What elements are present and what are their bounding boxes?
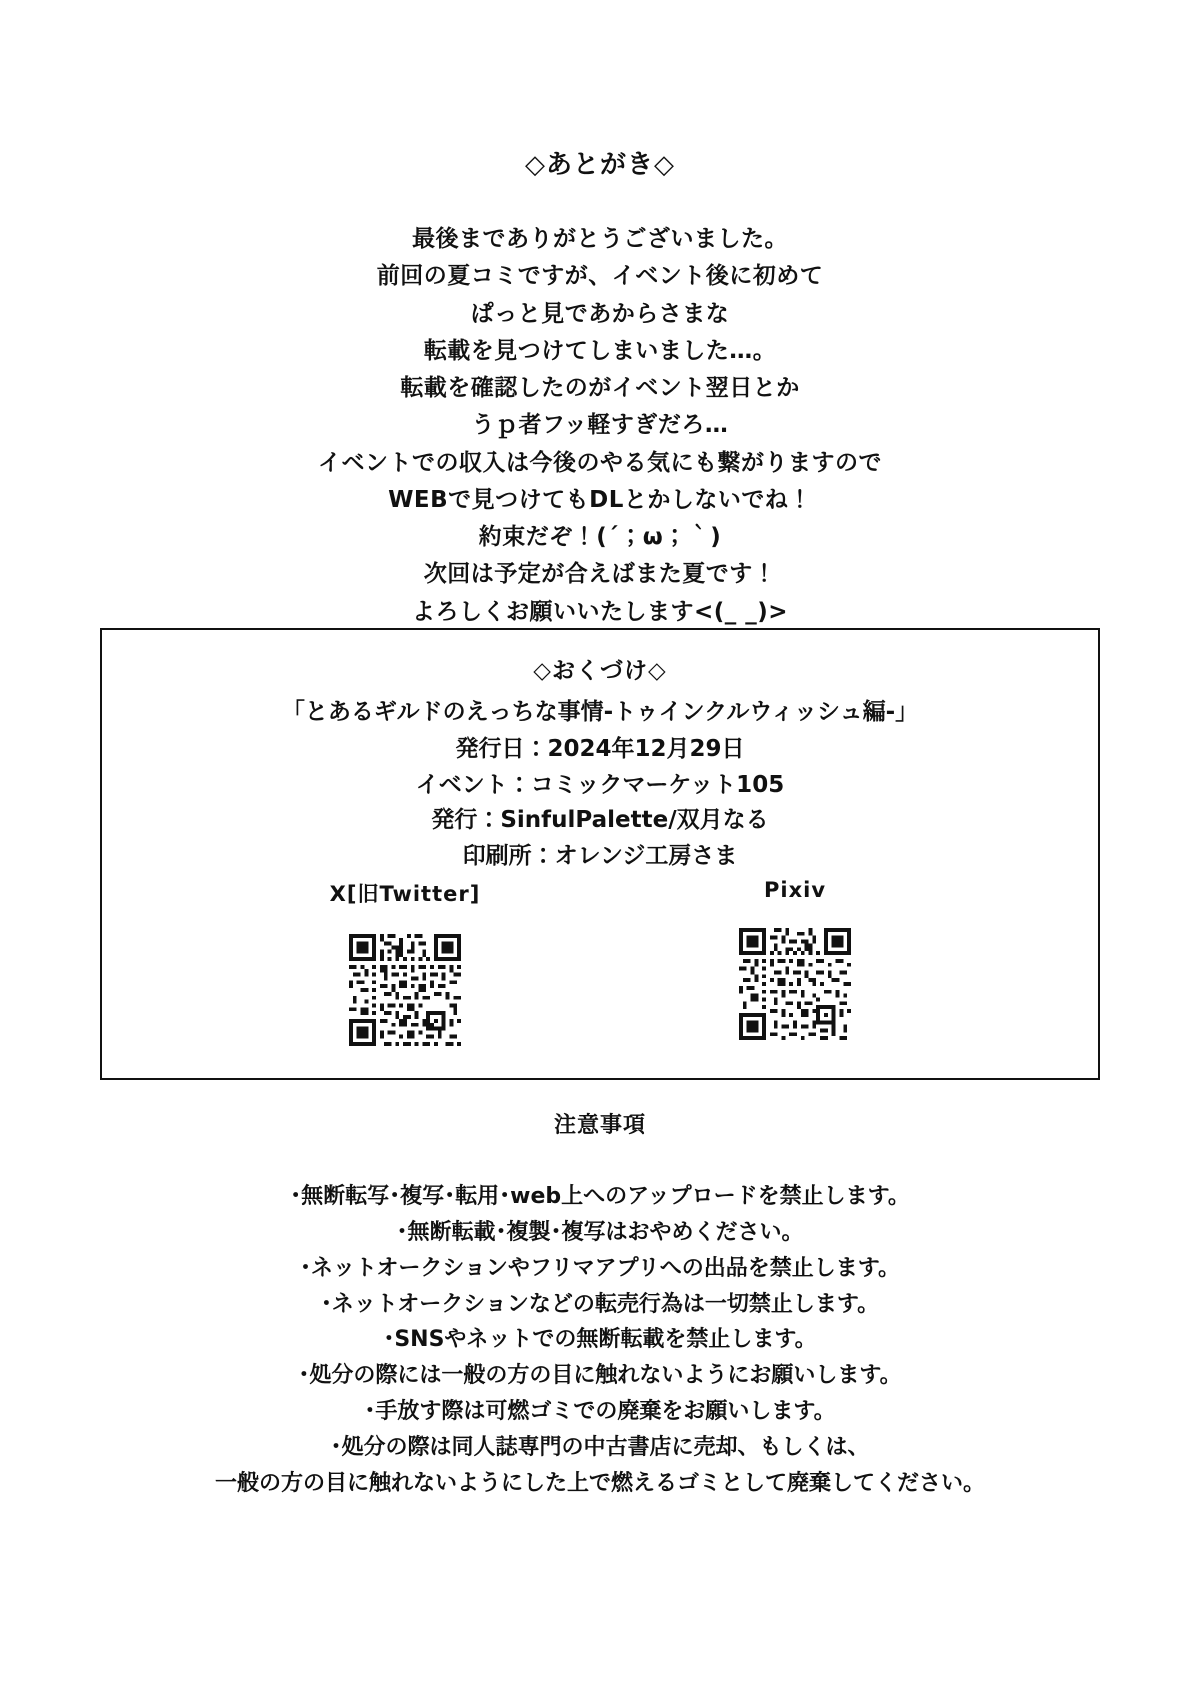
colophon-meta [102, 732, 1098, 875]
afterword-line: 次回は予定が合えばまた夏です！ [423, 561, 777, 588]
notices-section [0, 1108, 1200, 1502]
notices-title: 注意事項 [553, 1113, 646, 1138]
afterword-line: イベントでの収入は今後のやる気にも繋がりますので [318, 449, 882, 476]
notice-line: 一般の方の目に触れないようにした上で燃えるゴミとして廃棄してください。 [214, 1470, 985, 1496]
afterword-title: ◇あとがき◇ [525, 150, 675, 180]
social-link-x[interactable] [295, 878, 515, 1046]
social-links [102, 878, 1098, 1046]
qr-code-icon[interactable] [349, 934, 461, 1046]
afterword-line: うｐ者フッ軽すぎだろ… [471, 412, 729, 439]
afterword-line: ぱっと見であからさまな [470, 300, 730, 327]
notice-line: ･ネットオークションなどの転売行為は一切禁止します。 [320, 1291, 880, 1317]
colophon-printer: 印刷所：オレンジ工房さま [462, 842, 738, 869]
notice-line: ･ネットオークションやフリマアプリへの出品を禁止します。 [300, 1255, 900, 1281]
colophon-box [100, 628, 1100, 1080]
colophon-publish-date: 発行日：2024年12月29日 [455, 736, 745, 762]
notices-body [0, 1179, 1200, 1502]
social-link-x-label: X[旧Twitter] [329, 882, 481, 906]
colophon-work-title: 「とあるギルドのえっちな事情-トゥインクルウィッシュ編-」 [281, 699, 919, 725]
afterword-line: よろしくお願いいたします<(_ _)> [411, 598, 789, 625]
notice-line: ･無断転写･複写･転用･web上へのアップロードを禁止します。 [290, 1184, 910, 1209]
colophon-publisher: 発行：SinfulPalette/双月なる [431, 807, 769, 834]
afterword-line: 前回の夏コミですが、イベント後に初めて [376, 263, 824, 290]
afterword-line: WEBで見つけてもDLとかしないでね！ [388, 486, 812, 513]
notice-line: ･処分の際は同人誌専門の中古書店に売却、もしくは、 [330, 1435, 870, 1461]
afterword-line: 約束だぞ！(´；ω；｀) [478, 524, 722, 551]
notice-line: ･処分の際には一般の方の目に触れないようにお願いします。 [298, 1363, 902, 1389]
afterword-line: 転載を見つけてしまいました…。 [423, 337, 777, 364]
notice-line: ･無断転載･複製･複写はおやめください。 [396, 1219, 804, 1245]
notice-line: ･SNSやネットでの無断転載を禁止します。 [383, 1327, 817, 1353]
social-link-pixiv[interactable] [685, 878, 905, 1046]
afterword-line: 最後までありがとうございました。 [412, 226, 788, 253]
afterword-body [0, 221, 1200, 631]
notice-line: ･手放す際は可燃ゴミでの廃棄をお願いします。 [364, 1399, 836, 1425]
afterword-line: 転載を確認したのがイベント翌日とか [400, 375, 800, 402]
colophon-event: イベント：コミックマーケット105 [415, 771, 785, 798]
afterword-section [0, 150, 1200, 631]
qr-code-icon[interactable] [739, 928, 851, 1040]
colophon-title: ◇おくづけ◇ [533, 658, 667, 684]
social-link-pixiv-label: Pixiv [763, 878, 827, 902]
